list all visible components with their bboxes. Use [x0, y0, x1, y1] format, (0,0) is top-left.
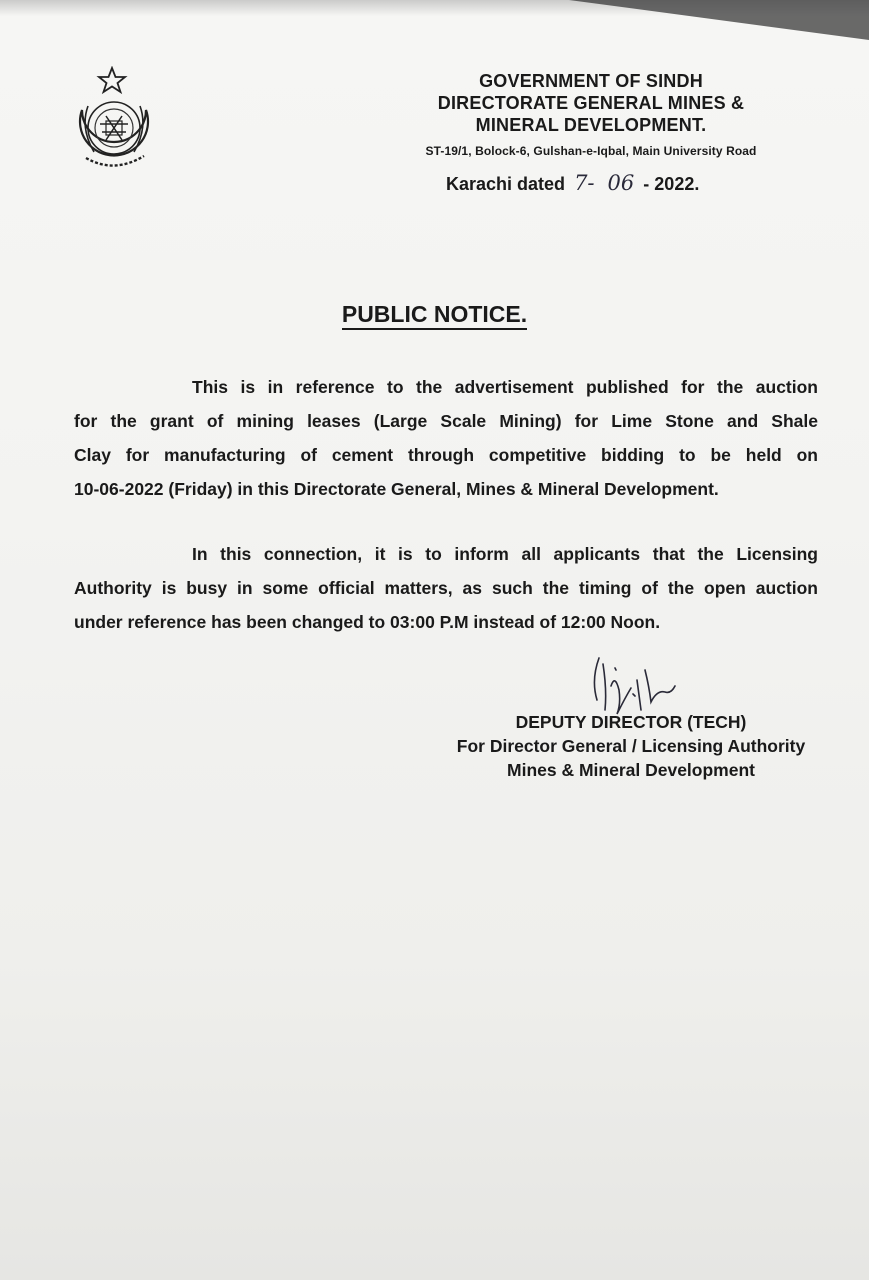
paragraph-line: under reference has been changed to 03:00 P.M instead of 12:00 Noon. [74, 612, 661, 632]
paragraph-line: In this connection, it is to inform all applicants that the Licensing [192, 544, 818, 564]
signoff-block [436, 710, 826, 782]
dated-line [446, 171, 699, 195]
paragraph-line: 10-06-2022 (Friday) in this Directorate General, Mines & Mineral Development. [74, 479, 719, 499]
dated-year: - 2022. [643, 174, 700, 194]
dated-label: Karachi dated [446, 174, 566, 194]
letterhead-department: MINERAL DEVELOPMENT. [475, 115, 707, 135]
paragraph-line: Clay for manufacturing of cement through competitive bidding to be held on [74, 445, 818, 465]
signoff-authority: For Director General / Licensing Authority [456, 736, 806, 756]
signoff-designation: DEPUTY DIRECTOR (TECH) [515, 712, 747, 732]
notice-title-text: PUBLIC NOTICE. [342, 301, 527, 330]
paragraph-timing-change [74, 537, 818, 639]
paragraph-line: This is in reference to the advertisement published for the auction [192, 377, 818, 397]
scan-corner-shadow [569, 0, 869, 40]
paragraph-line: Authority is busy in some official matters, as such the timing of the open auction [74, 578, 818, 598]
letterhead [416, 70, 766, 158]
paragraph-auction-reference [74, 370, 818, 506]
dated-month-handwritten: 06 [607, 171, 635, 195]
letterhead-address: ST-19/1, Bolock-6, Gulshan-e-Iqbal, Main University Road [425, 144, 757, 158]
signoff-department: Mines & Mineral Development [507, 760, 755, 780]
letterhead-directorate: DIRECTORATE GENERAL MINES & [437, 93, 745, 113]
notice-title [0, 301, 869, 328]
paragraph-line: for the grant of mining leases (Large Scale Mining) for Lime Stone and Shale [74, 411, 818, 431]
sindh-government-emblem-icon [60, 66, 164, 176]
letterhead-government: GOVERNMENT OF SINDH [479, 71, 703, 91]
dated-day-handwritten: 7- [574, 171, 595, 195]
